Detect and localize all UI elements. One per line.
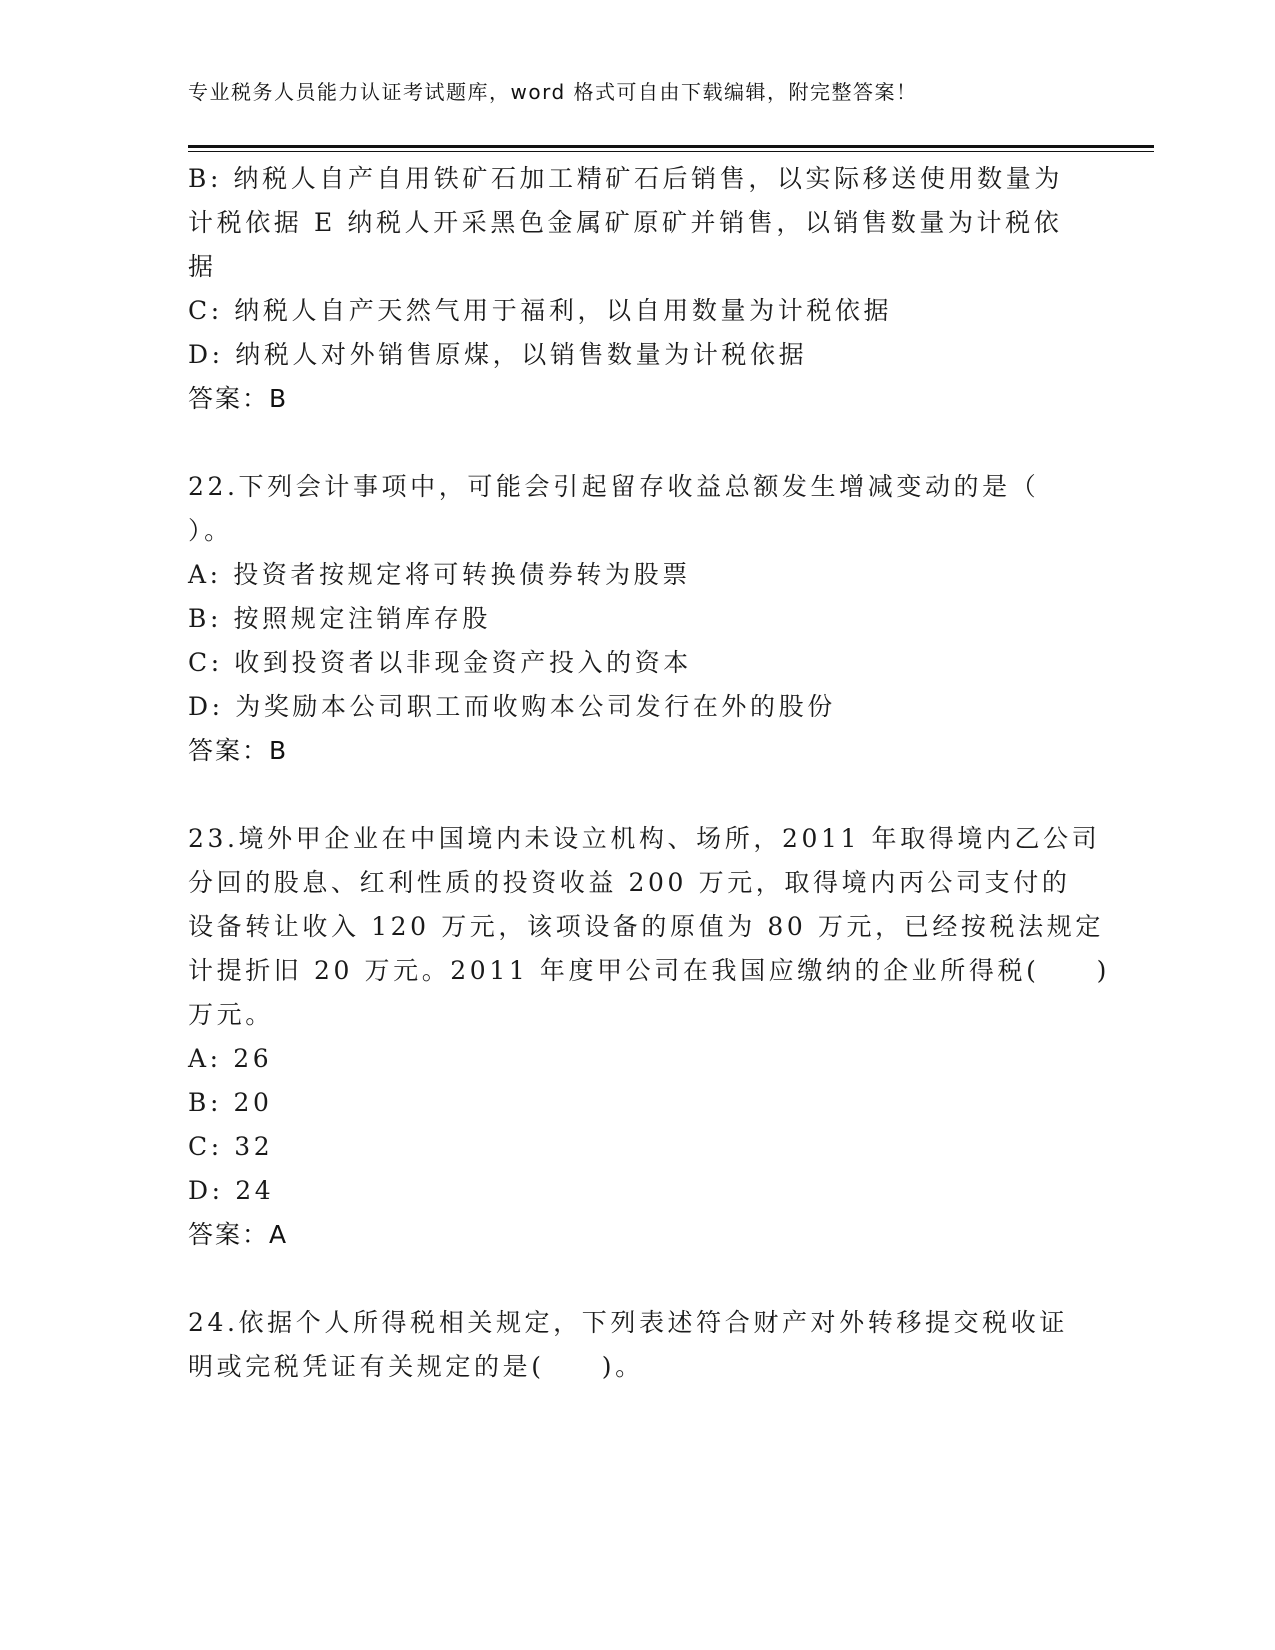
question-22 <box>188 465 1088 773</box>
q22-option-a: A: 投资者按规定将可转换债券转为股票 <box>188 560 691 589</box>
q22-answer: 答案：B <box>188 736 289 765</box>
question-24 <box>188 1301 1088 1389</box>
spacer <box>188 421 1088 465</box>
q22-option-d: D: 为奖励本公司职工而收购本公司发行在外的股份 <box>188 692 836 721</box>
q21-option-c: C: 纳税人自产天然气用于福利，以自用数量为计税依据 <box>188 296 893 325</box>
q22-question-line-1: 22.下列会计事项中，可能会引起留存收益总额发生增减变动的是（ <box>188 472 1040 501</box>
page-header: 专业税务人员能力认证考试题库，word 格式可自由下载编辑，附完整答案！ <box>188 80 918 104</box>
q23-answer: 答案：A <box>188 1220 289 1249</box>
header-rule-thick <box>188 145 1154 148</box>
q23-option-b: B: 20 <box>188 1088 273 1117</box>
q21-option-b-line-3: 据 <box>188 252 217 281</box>
question-21 <box>188 157 1088 421</box>
spacer <box>188 773 1088 817</box>
q22-question-line-2: ）。 <box>188 516 233 545</box>
q21-answer: 答案：B <box>188 384 289 413</box>
q22-option-b: B: 按照规定注销库存股 <box>188 604 491 633</box>
q21-option-b-line-1: B: 纳税人自产自用铁矿石加工精矿石后销售，以实际移送使用数量为 <box>188 164 1063 193</box>
q23-option-d: D: 24 <box>188 1176 275 1205</box>
q21-option-b-line-2: 计税依据 E 纳税人开采黑色金属矿原矿并销售，以销售数量为计税依 <box>188 208 1063 237</box>
q24-question-line-1: 24.依据个人所得税相关规定，下列表述符合财产对外转移提交税收证 <box>188 1308 1068 1337</box>
q23-question-line-3: 设备转让收入 120 万元，该项设备的原值为 80 万元，已经按税法规定 <box>188 912 1104 941</box>
spacer <box>188 1257 1088 1301</box>
q23-question-line-2: 分回的股息、红利性质的投资收益 200 万元，取得境内丙公司支付的 <box>188 868 1071 897</box>
header-rule-thin <box>188 151 1154 152</box>
document-body <box>188 157 1110 1389</box>
q22-option-c: C: 收到投资者以非现金资产投入的资本 <box>188 648 692 677</box>
q23-option-a: A: 26 <box>188 1044 273 1073</box>
q23-question-line-4: 计提折旧 20 万元。2011 年度甲公司在我国应缴纳的企业所得税( ) <box>188 956 1110 985</box>
q23-option-c: C: 32 <box>188 1132 274 1161</box>
question-23 <box>188 817 1110 1257</box>
q21-option-d: D: 纳税人对外销售原煤，以销售数量为计税依据 <box>188 340 808 369</box>
q23-question-line-1: 23.境外甲企业在中国境内未设立机构、场所，2011 年取得境内乙公司 <box>188 824 1101 853</box>
q23-question-line-5: 万元。 <box>188 1000 274 1029</box>
q24-question-line-2: 明或完税凭证有关规定的是( )。 <box>188 1352 644 1381</box>
